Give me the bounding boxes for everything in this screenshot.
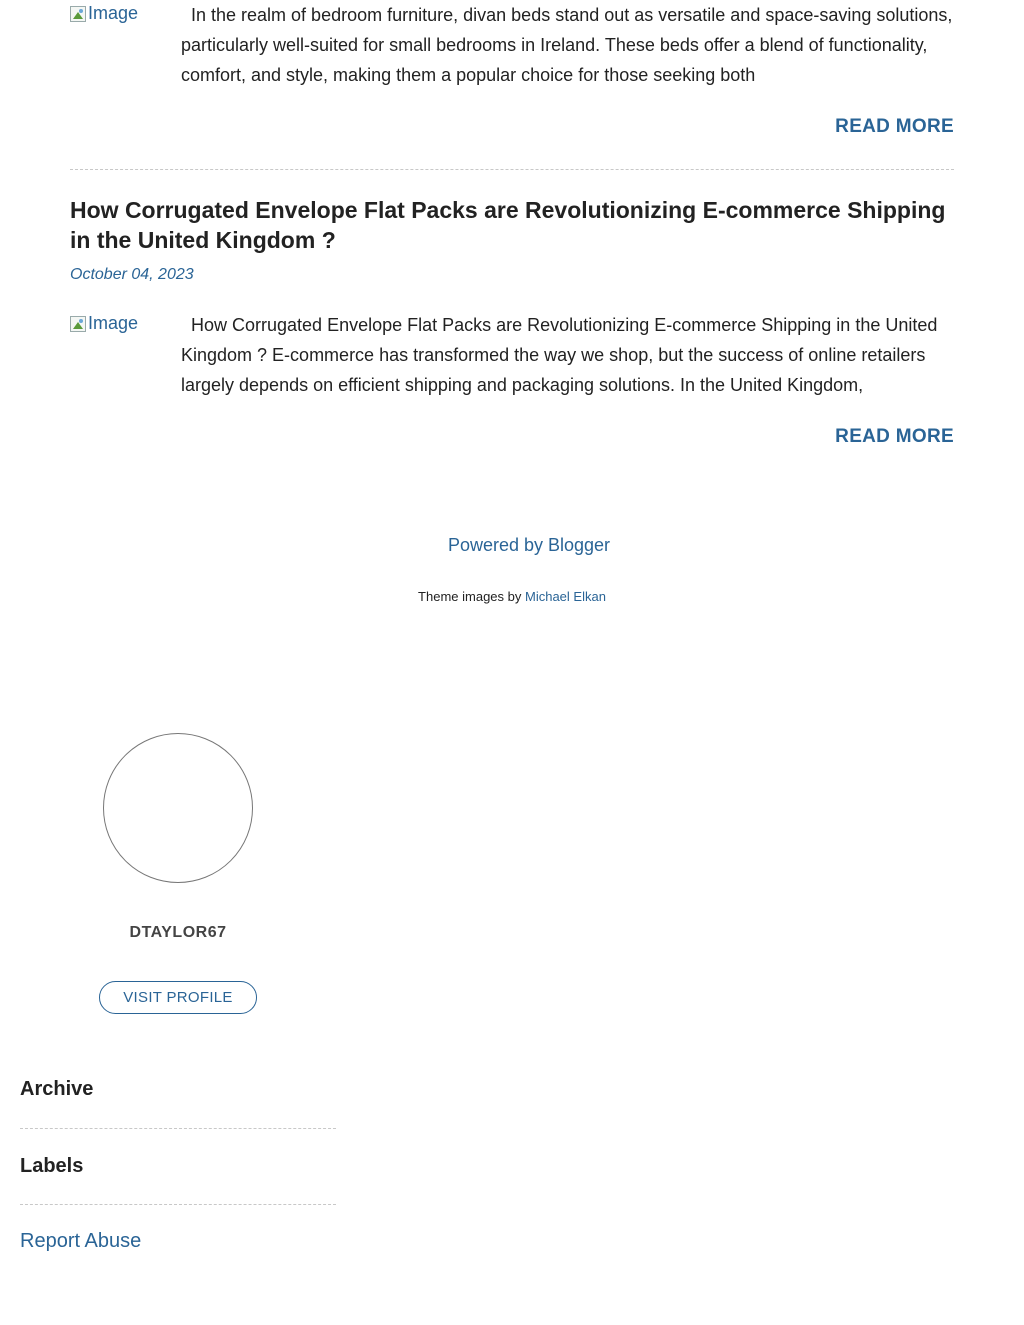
post-title[interactable] — [70, 195, 954, 255]
profile-widget — [99, 733, 257, 1014]
avatar[interactable] — [103, 733, 253, 883]
post-title-link[interactable]: How Corrugated Envelope Flat Packs are Revolutionizing E-commerce Shipping in the United Kingdom ? — [70, 197, 946, 253]
post-item — [70, 0, 954, 138]
widget-divider — [20, 1204, 336, 1205]
read-more-link[interactable]: READ MORE — [835, 116, 954, 137]
read-more-link[interactable]: READ MORE — [835, 426, 954, 447]
post-snippet: In the realm of bedroom furniture, divan beds stand out as versatile and space-saving solutions, particularly well-suited for small bedrooms in Ireland. These beds offer a blend of functionality, comfort, and style, making them a popular choice for those seeking both — [181, 5, 953, 85]
theme-author-link[interactable]: Michael Elkan — [525, 589, 606, 604]
post-divider — [70, 169, 954, 170]
broken-image-icon — [70, 316, 86, 332]
post-item — [70, 195, 954, 448]
labels-heading[interactable]: Labels — [20, 1155, 84, 1177]
visit-profile-button[interactable]: VISIT PROFILE — [99, 981, 257, 1014]
post-thumbnail[interactable] — [70, 3, 138, 24]
image-alt-text: Image — [88, 313, 139, 333]
widget-divider — [20, 1128, 336, 1129]
report-abuse-link[interactable]: Report Abuse — [20, 1230, 142, 1252]
post-body — [70, 0, 954, 90]
post-date[interactable]: October 04, 2023 — [70, 266, 194, 283]
broken-image-icon — [70, 6, 86, 22]
image-alt-text: Image — [88, 3, 139, 23]
powered-by — [0, 535, 1024, 556]
post-snippet: How Corrugated Envelope Flat Packs are Revolutionizing E-commerce Shipping in the United Kingdom ? E-commerce has transformed the way we shop, but the success of online retailers largely depends on efficient shipping and packaging solutions. In the United Kingdom, — [181, 315, 938, 395]
post-thumbnail[interactable] — [70, 313, 138, 334]
post-body — [70, 310, 954, 400]
profile-name: DTAYLOR67 — [129, 924, 227, 941]
theme-credit — [0, 589, 1024, 604]
archive-heading[interactable]: Archive — [20, 1078, 94, 1100]
theme-credit-prefix: Theme images by — [418, 589, 522, 604]
powered-by-blogger-link[interactable]: Powered by Blogger — [447, 535, 611, 555]
